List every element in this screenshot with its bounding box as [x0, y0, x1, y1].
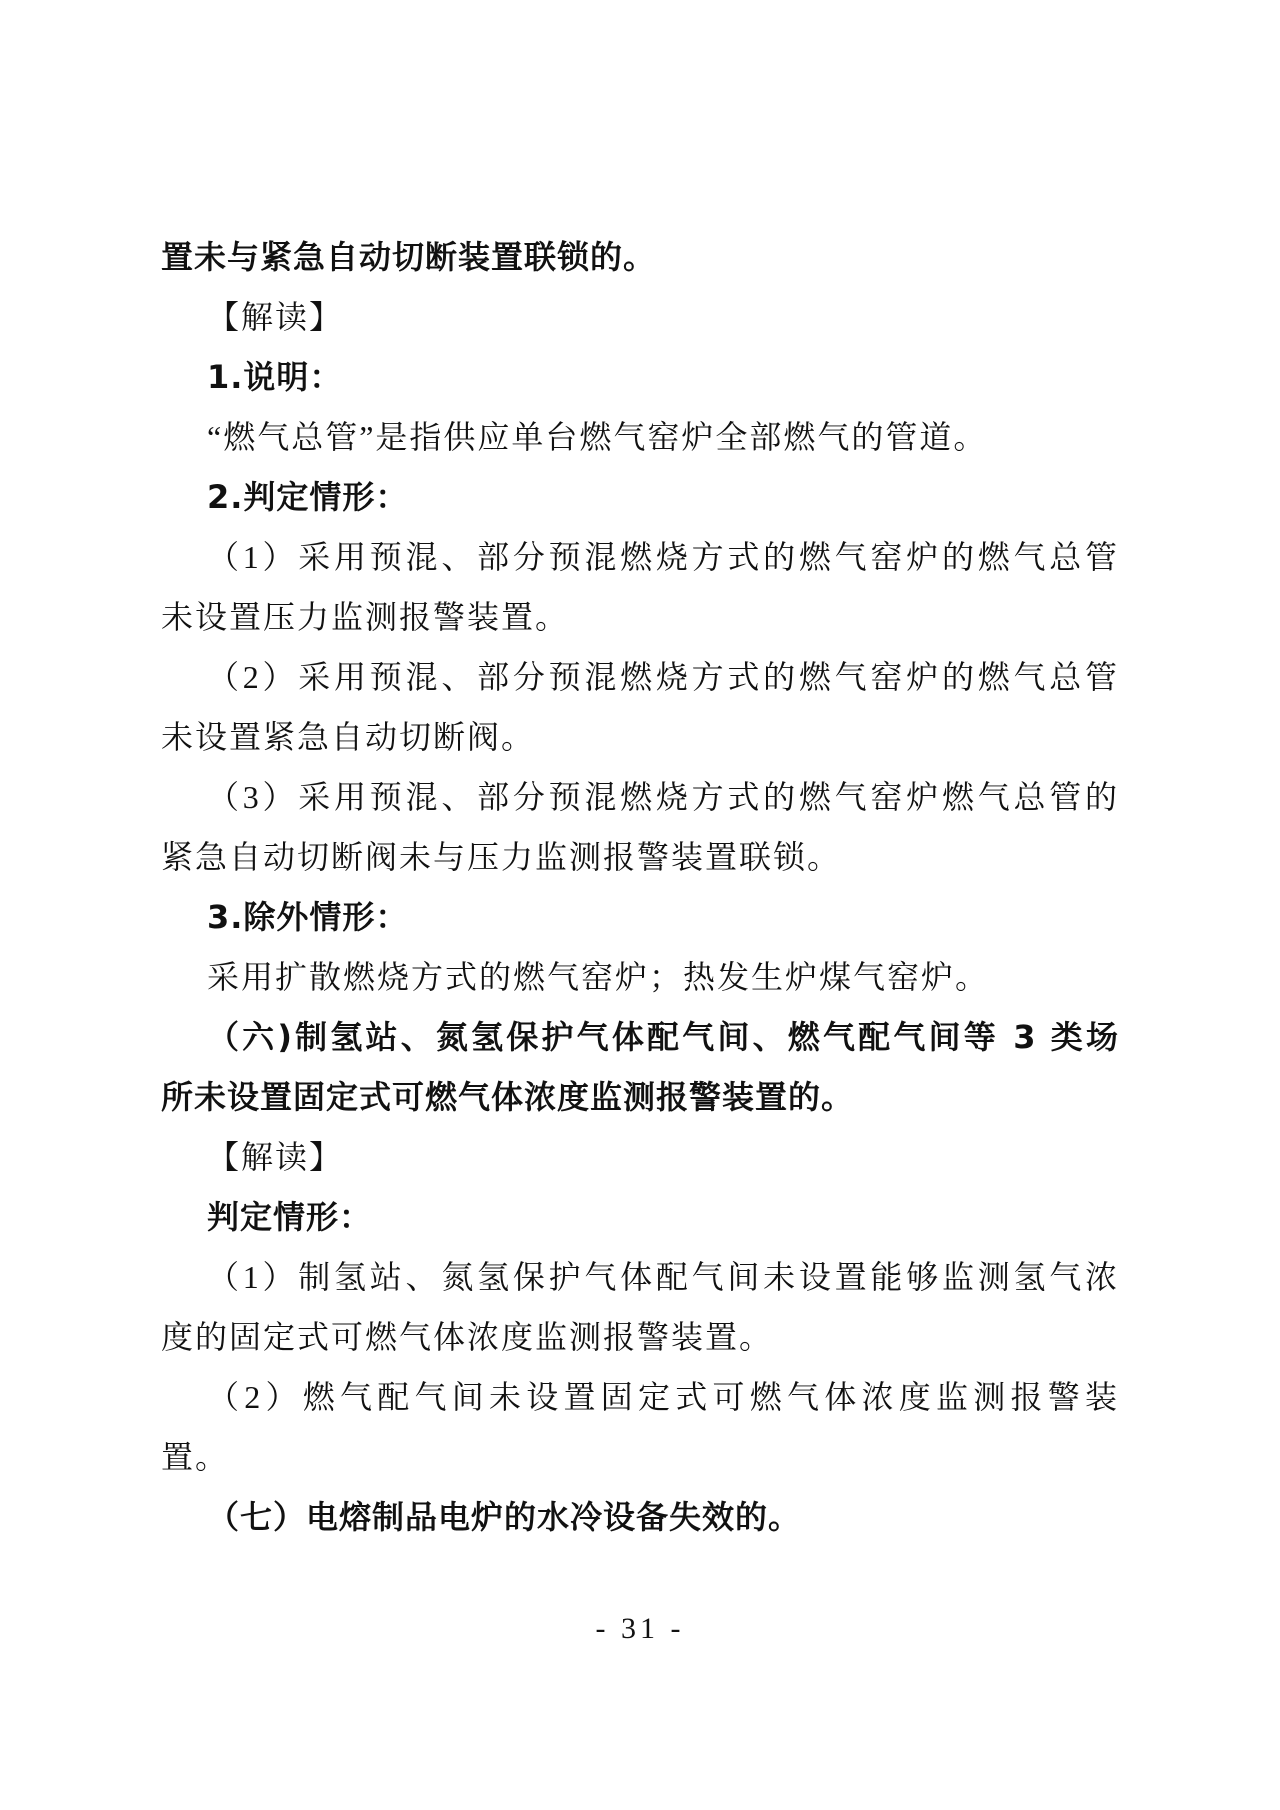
text-line: 未设置紧急自动切断阀。	[161, 719, 536, 755]
text-line: 判定情形：	[207, 1198, 373, 1236]
text-line: 紧急自动切断阀未与压力监测报警装置联锁。	[161, 839, 842, 875]
text-line: 度的固定式可燃气体浓度监测报警装置。	[161, 1319, 774, 1355]
text-line: “燃气总管”是指供应单台燃气窑炉全部燃气的管道。	[207, 419, 988, 455]
text-line: （1）采用预混、部分预混燃烧方式的燃气窑炉的燃气总管	[207, 539, 1119, 575]
text-line: （六)制氢站、氮氢保护气体配气间、燃气配气间等 3 类场	[207, 1018, 1119, 1056]
document-content	[161, 227, 1119, 1547]
text-line: （1）制氢站、氮氢保护气体配气间未设置能够监测氢气浓	[207, 1259, 1119, 1295]
text-line: 【解读】	[207, 1139, 344, 1175]
text-line: （七）电熔制品电炉的水冷设备失效的。	[207, 1498, 802, 1536]
text-line: 1.说明：	[207, 358, 343, 396]
text-line: （2）燃气配气间未设置固定式可燃气体浓度监测报警装	[207, 1379, 1119, 1415]
text-line: 置。	[161, 1439, 230, 1475]
text-line: 【解读】	[207, 299, 344, 335]
text-line: （2）采用预混、部分预混燃烧方式的燃气窑炉的燃气总管	[207, 659, 1119, 695]
text-line: 2.判定情形：	[207, 478, 409, 516]
text-line: （3）采用预混、部分预混燃烧方式的燃气窑炉燃气总管的	[207, 779, 1119, 815]
text-line: 采用扩散燃烧方式的燃气窑炉；热发生炉煤气窑炉。	[207, 959, 990, 995]
text-line: 置未与紧急自动切断装置联锁的。	[161, 238, 657, 276]
page-number: - 31 -	[595, 1612, 685, 1645]
text-line: 所未设置固定式可燃气体浓度监测报警装置的。	[161, 1078, 855, 1116]
text-line: 3.除外情形：	[207, 898, 409, 936]
text-line: 未设置压力监测报警装置。	[161, 599, 570, 635]
